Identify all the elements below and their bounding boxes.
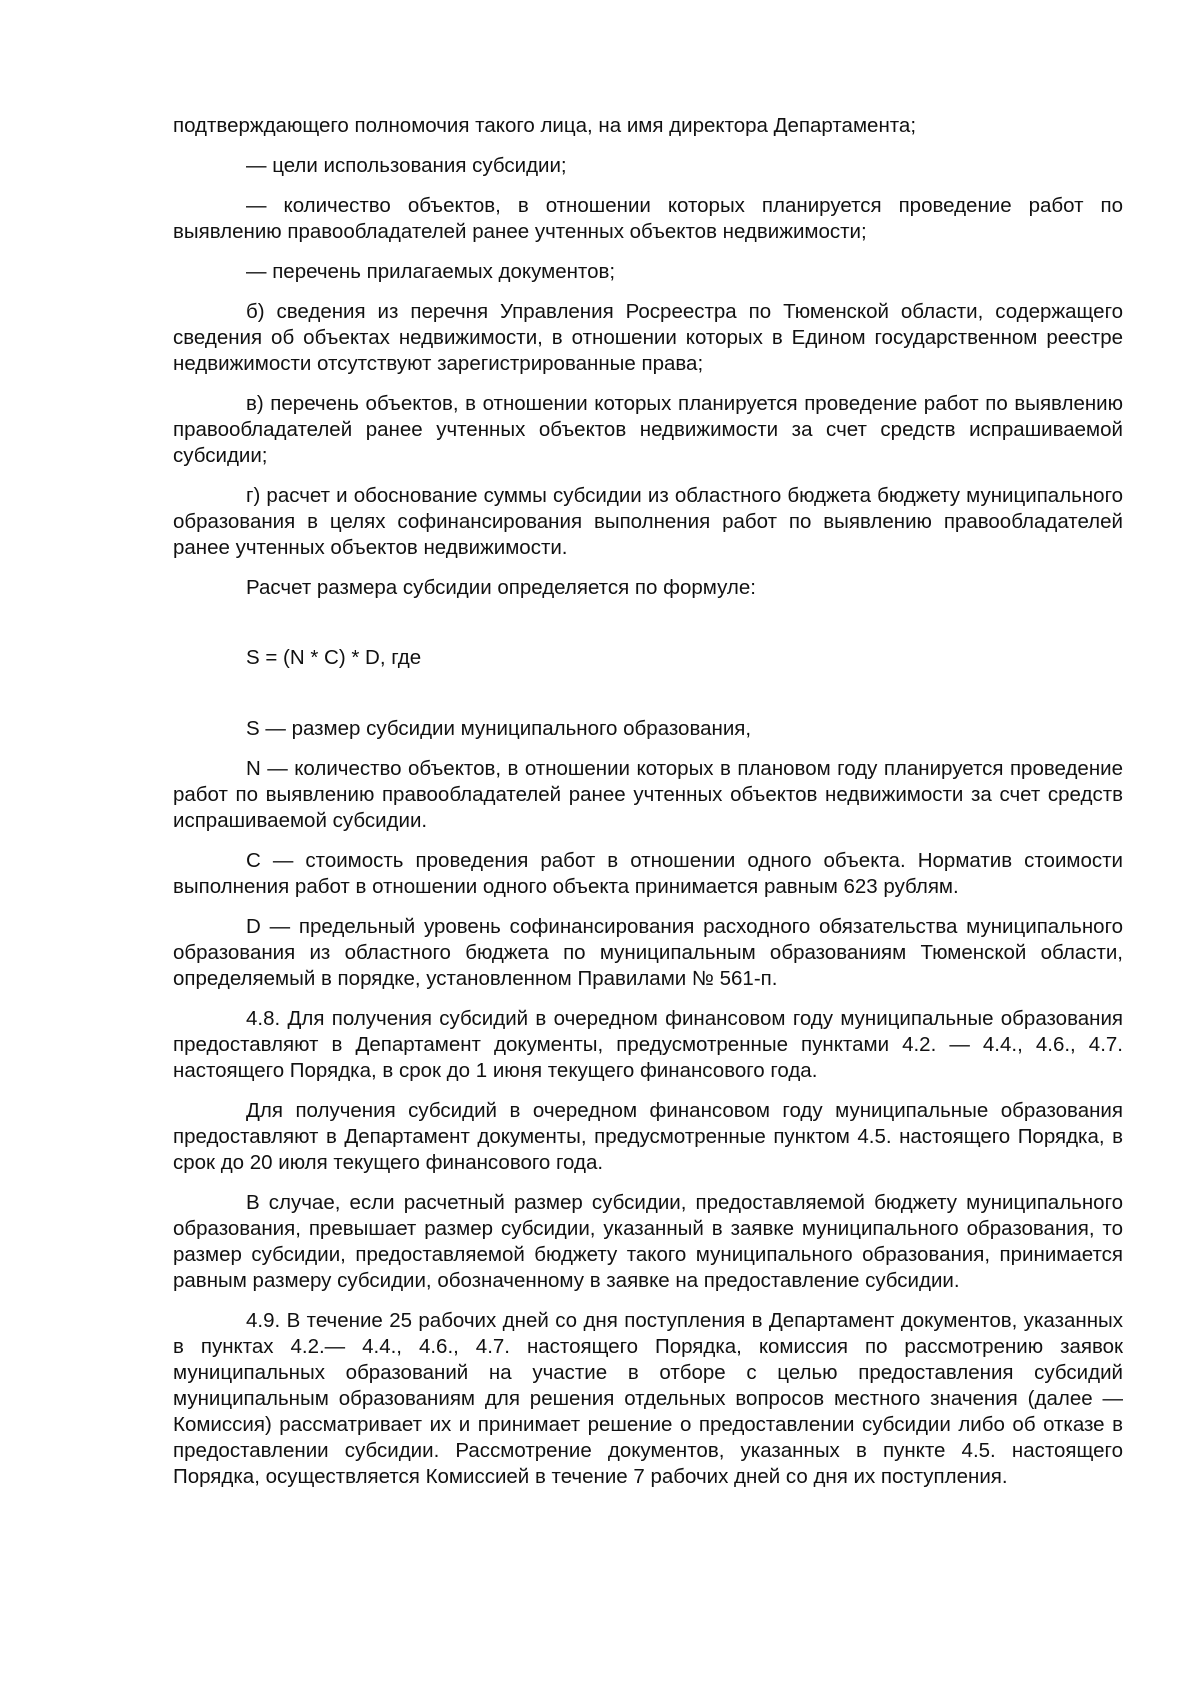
definition-n: N — количество объектов, в отношении которых в плановом году планируется проведение работ по выявлению правообладателей ранее учтенных объектов недвижимости за счет средств испрашиваемой субсидии. xyxy=(173,757,1123,832)
subsidy-formula: S = (N * C) * D, где xyxy=(246,646,422,669)
paragraph-item-v: в) перечень объектов, в отношении которых планируется проведение работ по выявлению правообладателей ранее учтенных объектов недвижимости за счет средств испрашиваемой субсидии; xyxy=(173,392,1123,467)
paragraph-4-9: 4.9. В течение 25 рабочих дней со дня поступления в Департамент документов, указанных в пунктах 4.2.— 4.4., 4.6., 4.7. настоящего Порядка, комиссия по рассмотрению заявок муниципальных образований на участие в отборе с целью предоставления субсидий муниципальным образованиям для решения отдельных вопросов местного значения (далее — Комиссия) рассматривает их и принимает решение о предоставлении субсидии либо об отказе в предоставлении субсидии. Рассмотрение документов, указанных в пункте 4.5. настоящего Порядка, осуществляется Комиссией в течение 7 рабочих дней со дня их поступления. xyxy=(173,1309,1123,1488)
paragraph-item-g: г) расчет и обоснование суммы субсидии из областного бюджета бюджету муниципального образования в целях софинансирования выполнения работ по выявлению правообладателей ранее учтенных объектов недвижимости. xyxy=(173,484,1123,559)
definition-s: S — размер субсидии муниципального образования, xyxy=(246,717,752,740)
document-page xyxy=(173,113,1123,1504)
paragraph-attached-documents: — перечень прилагаемых документов; xyxy=(246,260,616,283)
definition-d: D — предельный уровень софинансирования расходного обязательства муниципального образования из областного бюджета по муниципальным образованиям Тюменской области, определяемый в порядке, установленном Правилами № 561-п. xyxy=(173,915,1123,990)
paragraph-authority-document: подтверждающего полномочия такого лица, на имя директора Департамента; xyxy=(173,114,917,137)
paragraph-4-8: 4.8. Для получения субсидий в очередном финансовом году муниципальные образования предоставляют в Департамент документы, предусмотренные пунктами 4.2. — 4.4., 4.6., 4.7. настоящего Порядка, в срок до 1 июня текущего финансового года. xyxy=(173,1007,1123,1082)
paragraph-formula-intro: Расчет размера субсидии определяется по формуле: xyxy=(246,576,756,599)
paragraph-subsidy-size-case: В случае, если расчетный размер субсидии, предоставляемой бюджету муниципального образования, превышает размер субсидии, указанный в заявке муниципального образования, то размер субсидии, предоставляемой бюджету такого муниципального образования, принимается равным размеру субсидии, обозначенному в заявке на предоставление субсидии. xyxy=(173,1191,1123,1292)
paragraph-subsidy-goals: — цели использования субсидии; xyxy=(246,154,567,177)
definition-c: C — стоимость проведения работ в отношении одного объекта. Норматив стоимости выполнения работ в отношении одного объекта принимается равным 623 рублям. xyxy=(173,849,1123,898)
paragraph-4-8-continued: Для получения субсидий в очередном финансовом году муниципальные образования предоставляют в Департамент документы, предусмотренные пунктом 4.5. настоящего Порядка, в срок до 20 июля текущего финансового года. xyxy=(173,1099,1123,1174)
paragraph-item-b: б) сведения из перечня Управления Росреестра по Тюменской области, содержащего сведения об объектах недвижимости, в отношении которых в Едином государственном реестре недвижимости отсутствуют зарегистрированные права; xyxy=(173,300,1123,375)
paragraph-objects-count: — количество объектов, в отношении которых планируется проведение работ по выявлению правообладателей ранее учтенных объектов недвижимости; xyxy=(173,194,1123,243)
